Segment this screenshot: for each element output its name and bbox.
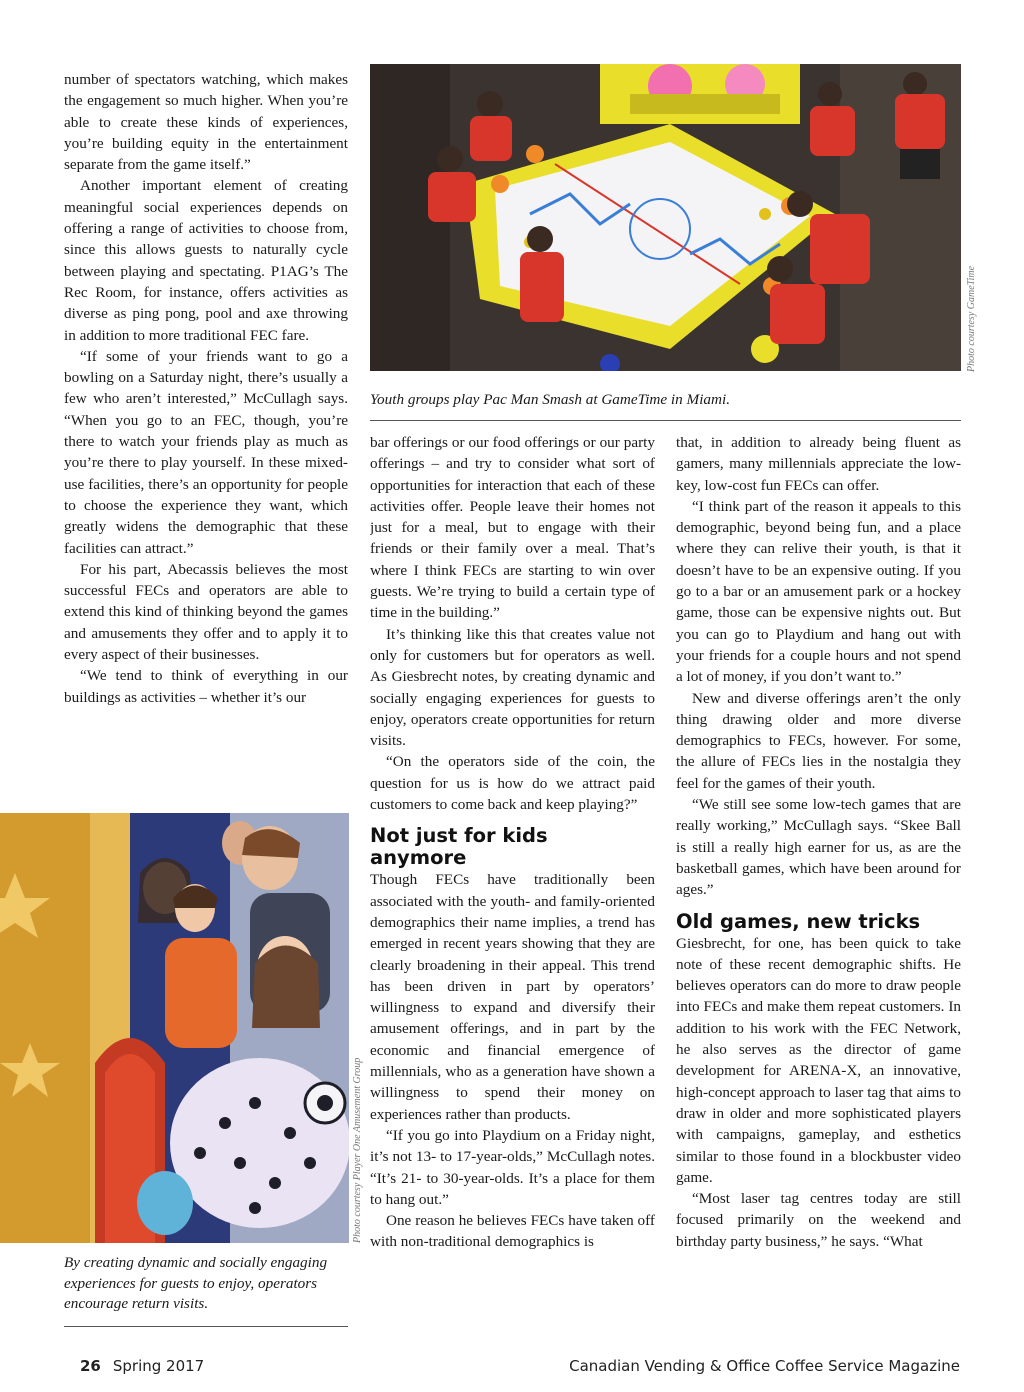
- paragraph: “On the operators side of the coin, the question for us is how do we attract paid customers to come back and keep playing?”: [370, 753, 655, 814]
- photo-credit-top: Photo courtesy GameTime: [966, 265, 977, 372]
- family-prize-illustration: [0, 813, 349, 1243]
- paragraph: Giesbrecht, for one, has been quick to take note of these recent demographic shifts. He believes operators can do more to draw people into FECs and make them repeat customers. In addition to his work with the FEC Network, he also serves as the director of game development for ARENA-X, an innovative, high-concept approach to laser tag that aims to draw in older and more sophisticated players with campaigns, gameplay, and esthetics similar to those found in a blockbuster video game.: [676, 934, 961, 1186]
- paragraph: “I think part of the reason it appeals to this demographic, beyond being fun, and a place where they can relive their youth, is that it doesn’t have to be an expensive outing. If you go to a bar or an amusement park or a hockey game, those can be expensive nights out. But you can go to Playdium and hang out with your friends for a couple hours and not spend a lot of money, if you don’t want to.”: [676, 497, 961, 686]
- paragraph: “We still see some low-tech games that are really working,” McCullagh says. “Skee Ball is still a really high earner for us, as are the basketball games, which have been around for ages.”: [676, 796, 961, 899]
- family-prize-photo: [0, 813, 349, 1243]
- article-column-1: [64, 69, 348, 793]
- paragraph: “We tend to think of everything in our buildings as activities – whether it’s our: [64, 667, 348, 706]
- paragraph: “Most laser tag centres today are still focused primarily on the weekend and birthday party business,” he says. “What: [676, 1190, 961, 1250]
- air-hockey-illustration: [370, 64, 961, 371]
- paragraph: bar offerings or our food offerings or our party offerings – and try to consider what sort of opportunities for interaction that each of these activities offer. People leave their homes not just for a meal, but to engage with their friends or their family over a meal. That’s where I think FECs are starting to win over guests. We’re trying to build a certain type of time in the building.”: [370, 434, 655, 622]
- paragraph: “If you go into Playdium on a Friday night, it’s not 13- to 17-year-olds,” McCullagh notes. “It’s 21- to 30-year-olds. It’s a place for them to hang out.”: [370, 1126, 655, 1208]
- section-heading: Old games, new tricks: [676, 909, 921, 933]
- paragraph: number of spectators watching, which makes the engagement so much higher. When you’re able to create these kinds of experiences, you’re building equity in the entertainment separate from the game itself.”: [64, 71, 348, 174]
- paragraph: It’s thinking like this that creates value not only for customers but for operators as well. As Giesbrecht notes, by creating dynamic and socially engaging experiences for guests to enjoy, operators create opportunities for return visits.: [370, 625, 655, 750]
- paragraph: For his part, Abecassis believes the most successful FECs and operators are able to extend this kind of thinking beyond the games and amusements they offer and to apply it to every aspect of their businesses.: [64, 560, 348, 664]
- bottom-photo-caption: By creating dynamic and socially engaging experiences for guests to enjoy, operators encourage return visits.: [64, 1254, 328, 1312]
- caption-rule: [370, 420, 961, 421]
- paragraph: “If some of your friends want to go a bowling on a Saturday night, there’s usually a few who aren’t interested,” McCullagh says. “When you go to an FEC, though, you’re there to watch your friends play as much as you’re there to play yourself. In these mixed-use facilities, there’s an opportunity for people to choose the experience they want, which greatly widens the demographic that these facilities can attract.”: [64, 347, 348, 557]
- paragraph: New and diverse offerings aren’t the only thing drawing older and more diverse demographics to FECs, however. For some, the allure of FECs lies in the nostalgia they feel for the games of their youth.: [676, 689, 961, 792]
- paragraph: One reason he believes FECs have taken off with non-traditional demographics is: [370, 1212, 655, 1251]
- caption-rule: [64, 1326, 348, 1327]
- footer-left: [80, 1357, 204, 1375]
- paragraph: Though FECs have traditionally been associated with the youth- and family-oriented demographics their name implies, a trend has emerged in recent years showing that they are clearly broadening in their appeal. This trend has been driven in part by operators’ willingness to expand and diversify their amusement offerings, and in part by the economic and financial emergence of millennials, who as a generation have shown a willingness to spend their money on experiences rather than products.: [370, 871, 655, 1123]
- section-heading: Not just for kids anymore: [370, 824, 548, 870]
- article-column-3: [676, 432, 961, 1337]
- page-number: 26: [80, 1357, 101, 1375]
- photo-credit-bottom: Photo courtesy Player One Amusement Group: [352, 1057, 363, 1243]
- issue-date: Spring 2017: [112, 1357, 205, 1375]
- paragraph: that, in addition to already being fluent as gamers, many millennials appreciate the low-key, low-cost fun FECs can offer.: [676, 434, 961, 494]
- magazine-name: Canadian Vending & Office Coffee Service Magazine: [569, 1357, 960, 1375]
- air-hockey-photo: [370, 64, 961, 371]
- top-photo-caption: Youth groups play Pac Man Smash at GameTime in Miami.: [370, 391, 730, 408]
- paragraph: Another important element of creating meaningful social experiences depends on offering a range of activities to choose from, since this allows guests to naturally cycle between playing and spectating. P1AG’s The Rec Room, for instance, offers activities as diverse as ping pong, pool and axe throwing in addition to more traditional FEC fare.: [64, 177, 348, 344]
- article-column-2: [370, 432, 655, 1337]
